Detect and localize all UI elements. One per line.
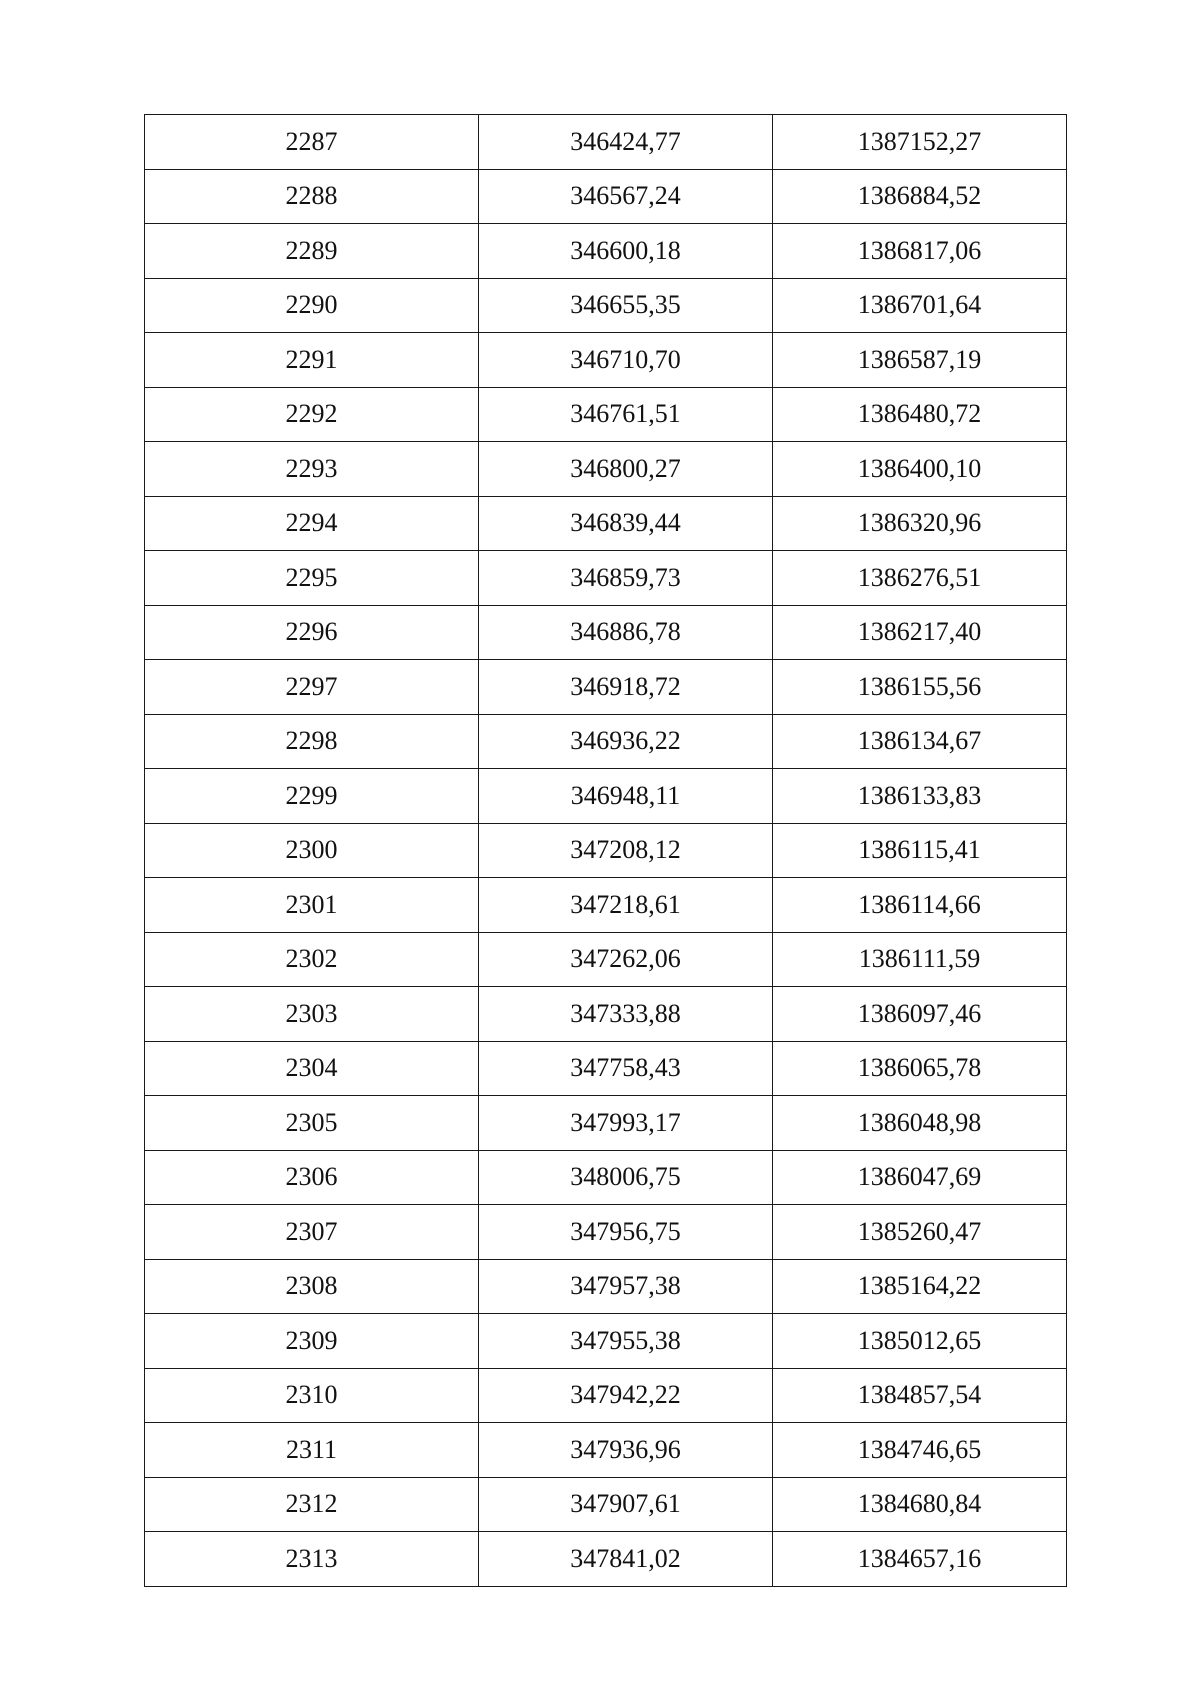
y-coordinate-cell: 1386701,64 (773, 278, 1067, 333)
point-number-cell: 2310 (145, 1368, 479, 1423)
x-coordinate-cell: 346859,73 (479, 551, 773, 606)
x-coordinate-cell: 347758,43 (479, 1041, 773, 1096)
y-coordinate-cell: 1386065,78 (773, 1041, 1067, 1096)
y-coordinate-cell: 1386320,96 (773, 496, 1067, 551)
x-coordinate-cell: 347841,02 (479, 1532, 773, 1587)
point-number-cell: 2311 (145, 1423, 479, 1478)
point-number-cell: 2294 (145, 496, 479, 551)
y-coordinate-cell: 1387152,27 (773, 115, 1067, 170)
y-coordinate-cell: 1386155,56 (773, 660, 1067, 715)
x-coordinate-cell: 346936,22 (479, 714, 773, 769)
table-row (145, 1423, 1067, 1478)
table-row (145, 333, 1067, 388)
table-row (145, 605, 1067, 660)
point-number-cell: 2309 (145, 1314, 479, 1369)
table-row (145, 1096, 1067, 1151)
x-coordinate-cell: 347955,38 (479, 1314, 773, 1369)
point-number-cell: 2313 (145, 1532, 479, 1587)
x-coordinate-cell: 347956,75 (479, 1205, 773, 1260)
point-number-cell: 2300 (145, 823, 479, 878)
x-coordinate-cell: 347993,17 (479, 1096, 773, 1151)
x-coordinate-cell: 346800,27 (479, 442, 773, 497)
y-coordinate-cell: 1385012,65 (773, 1314, 1067, 1369)
y-coordinate-cell: 1386111,59 (773, 932, 1067, 987)
x-coordinate-cell: 346886,78 (479, 605, 773, 660)
y-coordinate-cell: 1386587,19 (773, 333, 1067, 388)
y-coordinate-cell: 1384680,84 (773, 1477, 1067, 1532)
table-row (145, 1477, 1067, 1532)
point-number-cell: 2305 (145, 1096, 479, 1151)
point-number-cell: 2297 (145, 660, 479, 715)
x-coordinate-cell: 346948,11 (479, 769, 773, 824)
x-coordinate-cell: 347936,96 (479, 1423, 773, 1478)
point-number-cell: 2308 (145, 1259, 479, 1314)
point-number-cell: 2292 (145, 387, 479, 442)
point-number-cell: 2298 (145, 714, 479, 769)
point-number-cell: 2299 (145, 769, 479, 824)
x-coordinate-cell: 347208,12 (479, 823, 773, 878)
point-number-cell: 2301 (145, 878, 479, 933)
table-row (145, 278, 1067, 333)
point-number-cell: 2303 (145, 987, 479, 1042)
x-coordinate-cell: 346710,70 (479, 333, 773, 388)
x-coordinate-cell: 348006,75 (479, 1150, 773, 1205)
table-row (145, 878, 1067, 933)
point-number-cell: 2290 (145, 278, 479, 333)
x-coordinate-cell: 347262,06 (479, 932, 773, 987)
x-coordinate-cell: 346655,35 (479, 278, 773, 333)
point-number-cell: 2312 (145, 1477, 479, 1532)
table-row (145, 1532, 1067, 1587)
table-row (145, 1150, 1067, 1205)
x-coordinate-cell: 347218,61 (479, 878, 773, 933)
coordinates-table (144, 114, 1067, 1587)
point-number-cell: 2306 (145, 1150, 479, 1205)
coordinates-table-body (145, 115, 1067, 1587)
table-row (145, 496, 1067, 551)
x-coordinate-cell: 346600,18 (479, 224, 773, 279)
point-number-cell: 2302 (145, 932, 479, 987)
y-coordinate-cell: 1386217,40 (773, 605, 1067, 660)
table-row (145, 442, 1067, 497)
table-row (145, 987, 1067, 1042)
y-coordinate-cell: 1386817,06 (773, 224, 1067, 279)
x-coordinate-cell: 346918,72 (479, 660, 773, 715)
y-coordinate-cell: 1386400,10 (773, 442, 1067, 497)
x-coordinate-cell: 347942,22 (479, 1368, 773, 1423)
table-row (145, 1259, 1067, 1314)
x-coordinate-cell: 347957,38 (479, 1259, 773, 1314)
table-row (145, 224, 1067, 279)
point-number-cell: 2293 (145, 442, 479, 497)
y-coordinate-cell: 1386048,98 (773, 1096, 1067, 1151)
y-coordinate-cell: 1386134,67 (773, 714, 1067, 769)
y-coordinate-cell: 1385164,22 (773, 1259, 1067, 1314)
y-coordinate-cell: 1386047,69 (773, 1150, 1067, 1205)
x-coordinate-cell: 347333,88 (479, 987, 773, 1042)
y-coordinate-cell: 1384657,16 (773, 1532, 1067, 1587)
table-row (145, 769, 1067, 824)
table-row (145, 1314, 1067, 1369)
x-coordinate-cell: 346567,24 (479, 169, 773, 224)
table-row (145, 932, 1067, 987)
y-coordinate-cell: 1386276,51 (773, 551, 1067, 606)
x-coordinate-cell: 346424,77 (479, 115, 773, 170)
table-row (145, 115, 1067, 170)
point-number-cell: 2288 (145, 169, 479, 224)
table-row (145, 1205, 1067, 1260)
table-row (145, 714, 1067, 769)
y-coordinate-cell: 1386884,52 (773, 169, 1067, 224)
table-row (145, 387, 1067, 442)
y-coordinate-cell: 1386097,46 (773, 987, 1067, 1042)
y-coordinate-cell: 1386480,72 (773, 387, 1067, 442)
table-row (145, 823, 1067, 878)
point-number-cell: 2304 (145, 1041, 479, 1096)
y-coordinate-cell: 1386115,41 (773, 823, 1067, 878)
y-coordinate-cell: 1384857,54 (773, 1368, 1067, 1423)
point-number-cell: 2287 (145, 115, 479, 170)
y-coordinate-cell: 1386133,83 (773, 769, 1067, 824)
table-row (145, 1368, 1067, 1423)
point-number-cell: 2295 (145, 551, 479, 606)
table-row (145, 660, 1067, 715)
y-coordinate-cell: 1384746,65 (773, 1423, 1067, 1478)
x-coordinate-cell: 346761,51 (479, 387, 773, 442)
y-coordinate-cell: 1386114,66 (773, 878, 1067, 933)
point-number-cell: 2296 (145, 605, 479, 660)
y-coordinate-cell: 1385260,47 (773, 1205, 1067, 1260)
x-coordinate-cell: 346839,44 (479, 496, 773, 551)
table-row (145, 1041, 1067, 1096)
x-coordinate-cell: 347907,61 (479, 1477, 773, 1532)
table-row (145, 169, 1067, 224)
point-number-cell: 2307 (145, 1205, 479, 1260)
point-number-cell: 2289 (145, 224, 479, 279)
table-row (145, 551, 1067, 606)
point-number-cell: 2291 (145, 333, 479, 388)
